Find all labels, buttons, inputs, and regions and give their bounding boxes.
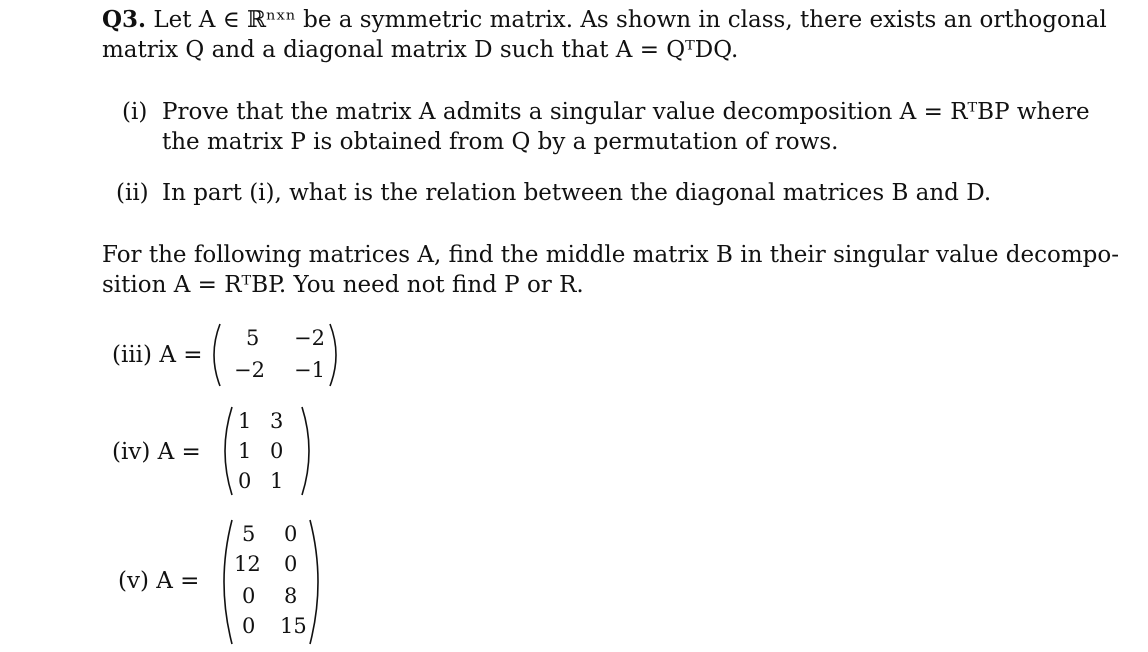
matrix-iv-parens xyxy=(218,405,318,497)
matrix-cell: 8 xyxy=(284,584,298,608)
matrix-iii-parens xyxy=(206,322,346,388)
matrix-cell: −2 xyxy=(294,326,325,350)
matrix-cell: 0 xyxy=(284,522,298,546)
matrix-v-label: (v) A = xyxy=(118,568,200,594)
question-text-1: Let A ∈ ℝⁿˣⁿ be a symmetric matrix. As shown in class, there exists an orthogonal xyxy=(153,7,1107,33)
part-i-label: (i) xyxy=(122,99,148,125)
matrix-cell: 0 xyxy=(284,552,298,576)
matrix-cell: 12 xyxy=(234,552,261,576)
part-ii-label: (ii) xyxy=(116,180,149,206)
matrix-cell: 5 xyxy=(242,522,256,546)
matrix-cell: 0 xyxy=(238,469,252,493)
part-i-text-1: Prove that the matrix A admits a singular value decomposition A = RᵀBP where xyxy=(162,99,1090,125)
matrix-cell: 0 xyxy=(270,439,284,463)
matrix-v xyxy=(216,518,326,646)
matrix-iv-label: (iv) A = xyxy=(112,439,201,465)
matrix-cell: 0 xyxy=(242,584,256,608)
question-text-2: matrix Q and a diagonal matrix D such that A = QᵀDQ. xyxy=(102,37,739,63)
matrix-iv xyxy=(218,405,318,497)
instruction-text-1: For the following matrices A, find the middle matrix B in their singular value decompo- xyxy=(102,242,1119,268)
matrix-iii xyxy=(206,322,346,388)
matrix-cell: 15 xyxy=(280,614,307,638)
matrix-cell: 1 xyxy=(238,409,252,433)
matrix-v-parens xyxy=(216,518,326,646)
matrix-cell: 1 xyxy=(238,439,252,463)
matrix-cell: 0 xyxy=(242,614,256,638)
matrix-cell: −2 xyxy=(234,358,265,382)
matrix-cell: −1 xyxy=(294,358,325,382)
part-i-text-2: the matrix P is obtained from Q by a permutation of rows. xyxy=(162,129,839,155)
matrix-cell: 3 xyxy=(270,409,284,433)
matrix-cell: 1 xyxy=(270,469,284,493)
matrix-iii-label: (iii) A = xyxy=(112,342,203,368)
instruction-text-2: sition A = RᵀBP. You need not find P or R. xyxy=(102,272,584,298)
question-line-1 xyxy=(102,5,1107,35)
part-ii-text: In part (i), what is the relation between the diagonal matrices B and D. xyxy=(162,180,992,206)
question-number: Q3. xyxy=(102,6,147,33)
matrix-cell: 5 xyxy=(246,326,260,350)
